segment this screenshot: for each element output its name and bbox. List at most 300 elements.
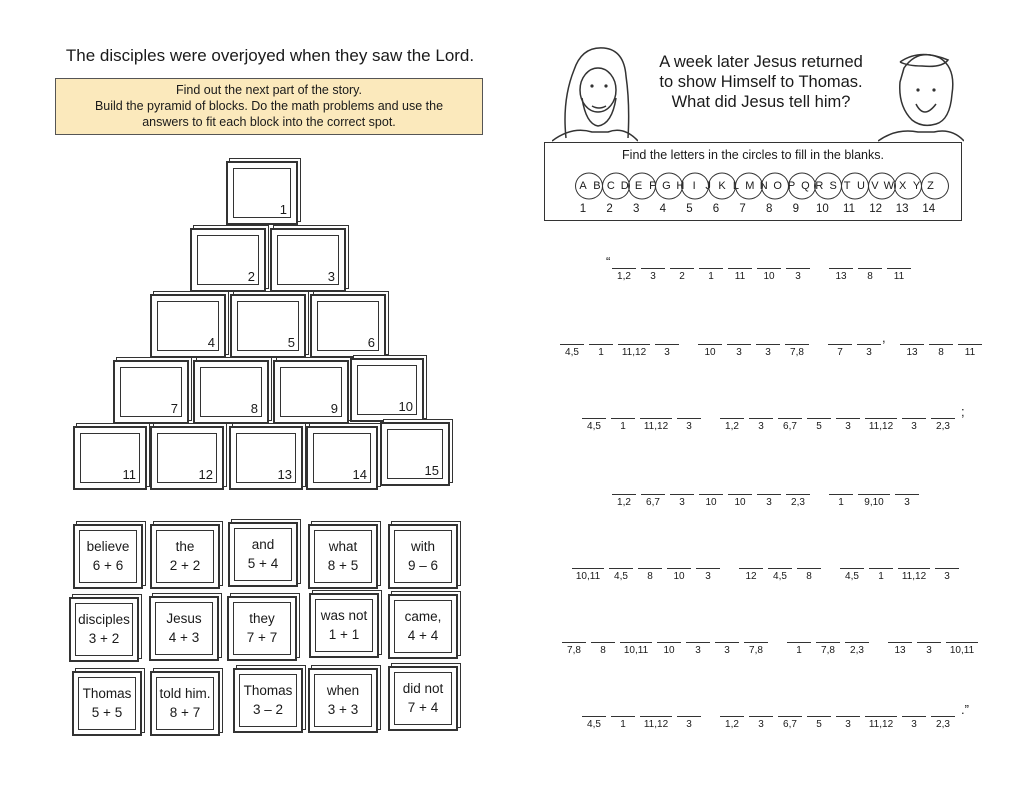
- word-block[interactable]: [150, 671, 220, 736]
- letter-blank[interactable]: [612, 488, 636, 512]
- letter-blank[interactable]: [620, 636, 652, 660]
- blank-line: [917, 642, 941, 643]
- letter-blank[interactable]: [670, 488, 694, 512]
- blank-line: [778, 418, 802, 419]
- letter-blank[interactable]: [785, 338, 809, 362]
- block-problem: 8 + 5: [327, 558, 359, 573]
- block-word: told him.: [159, 686, 211, 701]
- word-block[interactable]: [72, 671, 142, 736]
- letter-blank[interactable]: [829, 488, 853, 512]
- pyramid-block[interactable]: [230, 294, 306, 358]
- comma-mark: ,: [882, 330, 886, 345]
- letter-blank[interactable]: [797, 562, 821, 586]
- blank-code: 10: [734, 497, 746, 508]
- decoder-circle: [868, 173, 896, 200]
- decoder-letter: K: [718, 180, 726, 192]
- blank-code: 6,7: [646, 497, 660, 508]
- blank-line: [888, 642, 912, 643]
- word-block[interactable]: [308, 524, 378, 589]
- block-problem: 3 + 3: [327, 702, 359, 717]
- letter-blank[interactable]: [696, 562, 720, 586]
- letter-blank[interactable]: [582, 710, 606, 734]
- blank-code: 1,2: [725, 719, 739, 730]
- decoder-letter: U: [857, 180, 865, 192]
- decoder-number: 10: [815, 203, 829, 215]
- blank-code: 10,11: [949, 645, 975, 656]
- instructions-line-2: Build the pyramid of blocks. Do the math problems and use the: [94, 99, 444, 113]
- decoder-letter: J: [705, 180, 711, 192]
- letter-blank[interactable]: [699, 488, 723, 512]
- blank-line: [620, 642, 652, 643]
- block-word: when: [326, 683, 360, 698]
- blank-line: [958, 344, 982, 345]
- decoder-letter: W: [883, 180, 894, 192]
- decoder-letter: H: [676, 180, 685, 192]
- blank-code: 2: [679, 271, 685, 282]
- blank-line: [638, 568, 662, 569]
- pyramid-block[interactable]: [150, 426, 224, 490]
- letter-blank[interactable]: [744, 636, 768, 660]
- block-problem: 8 + 7: [169, 705, 201, 720]
- letter-blank[interactable]: [641, 488, 665, 512]
- letter-blank[interactable]: [749, 710, 773, 734]
- blank-code: 3: [926, 645, 932, 656]
- blank-line: [699, 268, 723, 269]
- letter-blank[interactable]: [715, 636, 739, 660]
- blank-line: [609, 568, 633, 569]
- blank-code: 10,11: [575, 571, 601, 582]
- blank-code: 10: [663, 645, 675, 656]
- blank-line: [858, 494, 890, 495]
- letter-blank[interactable]: [728, 488, 752, 512]
- trailing-punctuation: .”: [961, 702, 969, 717]
- letter-blank[interactable]: [677, 412, 701, 436]
- letter-blank[interactable]: [929, 338, 953, 362]
- blank-code: 3: [911, 719, 917, 730]
- block-number: 4: [207, 335, 215, 350]
- blank-line: [865, 418, 897, 419]
- block-problem: 1 + 1: [328, 627, 360, 642]
- letter-blank[interactable]: [829, 262, 853, 286]
- letter-blank[interactable]: [836, 710, 860, 734]
- letter-blank[interactable]: [727, 338, 751, 362]
- blank-code: 2,3: [791, 497, 805, 508]
- block-problem: 3 – 2: [252, 702, 284, 717]
- blank-line: [728, 268, 752, 269]
- letter-blank[interactable]: [728, 262, 752, 286]
- letter-blank[interactable]: [828, 338, 852, 362]
- letter-blank[interactable]: [958, 338, 982, 362]
- blank-line: [560, 344, 584, 345]
- word-block[interactable]: [308, 668, 378, 733]
- blank-code: 3: [686, 421, 692, 432]
- word-block[interactable]: [388, 524, 458, 589]
- letter-blank[interactable]: [887, 262, 911, 286]
- letter-blank[interactable]: [778, 412, 802, 436]
- blank-code: 11,12: [643, 719, 669, 730]
- blank-code: 3: [758, 719, 764, 730]
- blank-line: [768, 568, 792, 569]
- block-word: came,: [404, 609, 442, 624]
- blank-line: [582, 716, 606, 717]
- blank-line: [902, 418, 926, 419]
- letter-blank[interactable]: [865, 710, 897, 734]
- decoder-number: 2: [606, 203, 613, 215]
- blank-line: [670, 494, 694, 495]
- letter-blank[interactable]: [589, 338, 613, 362]
- letter-blank[interactable]: [618, 338, 650, 362]
- letter-blank[interactable]: [686, 636, 710, 660]
- instructions-line-3: answers to fit each block into the correct spot.: [142, 115, 396, 129]
- letter-blank[interactable]: [768, 562, 792, 586]
- letter-blank[interactable]: [917, 636, 941, 660]
- blank-code: 3: [679, 497, 685, 508]
- decoder-letter: C: [606, 180, 615, 192]
- letter-blank[interactable]: [612, 262, 636, 286]
- blank-line: [828, 344, 852, 345]
- decoder-letter: Q: [801, 180, 810, 192]
- blank-code: 7,8: [790, 347, 804, 358]
- letter-blank[interactable]: [641, 262, 665, 286]
- blank-line: [829, 494, 853, 495]
- blank-line: [572, 568, 604, 569]
- blank-line: [935, 568, 959, 569]
- letter-blank[interactable]: [611, 412, 635, 436]
- blank-code: 3: [845, 421, 851, 432]
- blank-code: 7,8: [749, 645, 763, 656]
- blank-line: [640, 418, 672, 419]
- pyramid-block[interactable]: [350, 358, 424, 422]
- letter-blank[interactable]: [900, 338, 924, 362]
- letter-blank[interactable]: [816, 636, 840, 660]
- decoder-letter: D: [620, 180, 629, 192]
- blank-code: 6,7: [783, 421, 797, 432]
- letter-blank[interactable]: [902, 710, 926, 734]
- letter-blank[interactable]: [807, 710, 831, 734]
- letter-blank[interactable]: [609, 562, 633, 586]
- blank-code: 1,2: [617, 271, 631, 282]
- blank-line: [929, 344, 953, 345]
- decoder-circle: [732, 173, 763, 200]
- blank-code: 11,12: [643, 421, 669, 432]
- decoder-letter: Y: [912, 180, 921, 192]
- decoder-circle: [655, 173, 683, 200]
- blank-line: [611, 716, 635, 717]
- decoder-circle: [602, 173, 630, 200]
- blank-code: 1: [620, 719, 626, 730]
- pyramid-block[interactable]: [226, 161, 298, 225]
- blank-line: [698, 344, 722, 345]
- decoder-circle: [681, 173, 709, 200]
- blank-code: 3: [736, 347, 742, 358]
- block-number: 13: [277, 467, 292, 482]
- letter-blank[interactable]: [677, 710, 701, 734]
- decoder-number: 6: [712, 203, 720, 215]
- instructions-box: [55, 78, 483, 135]
- letter-blank[interactable]: [931, 412, 955, 436]
- letter-blank[interactable]: [757, 262, 781, 286]
- blank-code: 10: [763, 271, 775, 282]
- decoder-letter: E: [634, 180, 643, 192]
- letter-blank[interactable]: [836, 412, 860, 436]
- decoder-number: 1: [579, 203, 587, 215]
- blank-code: 6,7: [783, 719, 797, 730]
- blank-code: 8: [647, 571, 653, 582]
- letter-blank[interactable]: [786, 262, 810, 286]
- decoder-letter: F: [649, 180, 656, 192]
- block-word: and: [251, 537, 275, 552]
- blank-code: 2,3: [936, 719, 950, 730]
- decoder-number: 13: [895, 203, 909, 215]
- block-problem: 7 + 4: [407, 700, 439, 715]
- blank-line: [720, 418, 744, 419]
- blank-line: [898, 568, 930, 569]
- pyramid-block[interactable]: [190, 228, 266, 292]
- instructions-line-1: Find out the next part of the story.: [176, 83, 362, 97]
- blank-code: 3: [758, 421, 764, 432]
- blank-code: 3: [911, 421, 917, 432]
- letter-blank[interactable]: [757, 488, 781, 512]
- blank-line: [816, 642, 840, 643]
- block-word: with: [410, 539, 435, 554]
- blank-code: 11: [893, 271, 905, 282]
- letter-blank[interactable]: [898, 562, 930, 586]
- pyramid-block[interactable]: [270, 228, 346, 292]
- letter-blank[interactable]: [902, 412, 926, 436]
- block-word: Thomas: [243, 683, 293, 698]
- blank-code: 11,12: [868, 719, 894, 730]
- decoder-number: 7: [739, 203, 746, 215]
- letter-blank[interactable]: [560, 338, 584, 362]
- blank-line: [887, 268, 911, 269]
- letter-blank[interactable]: [582, 412, 606, 436]
- pyramid-block[interactable]: [306, 426, 378, 490]
- blank-line: [836, 716, 860, 717]
- pyramid-block[interactable]: [310, 294, 386, 358]
- letter-blank[interactable]: [720, 412, 744, 436]
- blank-code: 10,11: [623, 645, 649, 656]
- letter-blank[interactable]: [670, 262, 694, 286]
- word-block[interactable]: [233, 668, 303, 733]
- blank-code: 2,3: [936, 421, 950, 432]
- word-block[interactable]: [227, 596, 297, 661]
- letter-blank[interactable]: [657, 636, 681, 660]
- block-number: 2: [247, 269, 255, 284]
- decoder-letter: S: [829, 180, 837, 192]
- blank-code: 3: [866, 347, 872, 358]
- letter-blank[interactable]: [591, 636, 615, 660]
- blank-line: [727, 344, 751, 345]
- letter-blank[interactable]: [640, 710, 672, 734]
- block-problem: 7 + 7: [246, 630, 278, 645]
- blank-code: 7,8: [821, 645, 835, 656]
- blank-line: [829, 268, 853, 269]
- letter-blank[interactable]: [786, 488, 810, 512]
- decoder-circle: [921, 173, 949, 200]
- blank-code: 4,5: [773, 571, 787, 582]
- blank-line: [739, 568, 763, 569]
- decoder-letter: O: [773, 180, 782, 192]
- word-block[interactable]: [228, 522, 298, 587]
- letter-blank[interactable]: [787, 636, 811, 660]
- blank-code: 3: [944, 571, 950, 582]
- blank-code: 3: [695, 645, 701, 656]
- word-block[interactable]: [149, 596, 219, 661]
- word-block[interactable]: [388, 594, 458, 659]
- letter-blank[interactable]: [865, 412, 897, 436]
- blank-line: [728, 494, 752, 495]
- pyramid-block[interactable]: [73, 426, 147, 490]
- decoder-number: 3: [632, 203, 640, 215]
- pyramid-block[interactable]: [380, 422, 450, 486]
- decoder-circle: [628, 173, 656, 200]
- pyramid-block[interactable]: [229, 426, 303, 490]
- blank-line: [657, 642, 681, 643]
- decoder-number: 14: [922, 203, 936, 215]
- blank-code: 11: [964, 347, 976, 358]
- letter-blank[interactable]: [562, 636, 586, 660]
- blank-code: 1: [708, 271, 714, 282]
- pyramid-block[interactable]: [273, 360, 349, 424]
- decoder-letter: A: [579, 180, 587, 192]
- block-number: 11: [122, 467, 136, 482]
- blank-line: [900, 344, 924, 345]
- block-word: believe: [86, 539, 130, 554]
- blank-line: [562, 642, 586, 643]
- decoder-letter: N: [759, 180, 768, 192]
- blank-line: [641, 268, 665, 269]
- blank-code: 4,5: [587, 719, 601, 730]
- thomas-illustration: [878, 42, 964, 142]
- blank-code: 3: [705, 571, 711, 582]
- blank-code: 10: [673, 571, 685, 582]
- word-block[interactable]: [73, 524, 143, 589]
- letter-blank[interactable]: [699, 262, 723, 286]
- letter-blank[interactable]: [858, 488, 890, 512]
- letter-blank[interactable]: [888, 636, 912, 660]
- pyramid-block[interactable]: [113, 360, 189, 424]
- letter-blank[interactable]: [611, 710, 635, 734]
- blank-line: [778, 716, 802, 717]
- blank-code: 4,5: [614, 571, 628, 582]
- pyramid-block[interactable]: [193, 360, 269, 424]
- block-problem: 6 + 6: [92, 558, 124, 573]
- letter-blank[interactable]: [638, 562, 662, 586]
- blank-code: 3: [664, 347, 670, 358]
- block-word: Jesus: [166, 611, 202, 626]
- blank-code: 8: [600, 645, 606, 656]
- word-block[interactable]: [309, 593, 379, 658]
- letter-blank[interactable]: [739, 562, 763, 586]
- block-word: was not: [320, 608, 368, 623]
- blank-line: [744, 642, 768, 643]
- blank-code: 3: [765, 347, 771, 358]
- decoder-number: 9: [792, 203, 799, 215]
- blank-line: [591, 642, 615, 643]
- letter-blank[interactable]: [931, 710, 955, 734]
- letter-blank[interactable]: [749, 412, 773, 436]
- decoder-letter: M: [745, 180, 755, 192]
- block-word: did not: [402, 681, 444, 696]
- blank-code: 11: [734, 271, 746, 282]
- blank-line: [946, 642, 978, 643]
- blank-line: [807, 716, 831, 717]
- letter-blank[interactable]: [640, 412, 672, 436]
- blank-line: [749, 716, 773, 717]
- blank-line: [670, 268, 694, 269]
- decoder-number: 11: [843, 203, 855, 215]
- blank-line: [931, 716, 955, 717]
- letter-blank[interactable]: [869, 562, 893, 586]
- blank-line: [756, 344, 780, 345]
- blank-line: [797, 568, 821, 569]
- letter-blank[interactable]: [572, 562, 604, 586]
- blank-line: [786, 268, 810, 269]
- letter-blank[interactable]: [857, 338, 881, 362]
- letter-blank[interactable]: [845, 636, 869, 660]
- blank-line: [589, 344, 613, 345]
- block-number: 3: [327, 269, 335, 284]
- blank-line: [865, 716, 897, 717]
- letter-blank[interactable]: [667, 562, 691, 586]
- blank-code: 1: [620, 421, 626, 432]
- blank-code: 3: [766, 497, 772, 508]
- letter-blank[interactable]: [698, 338, 722, 362]
- pyramid-block[interactable]: [150, 294, 226, 358]
- letter-blank[interactable]: [720, 710, 744, 734]
- blank-line: [857, 344, 881, 345]
- blank-code: 3: [795, 271, 801, 282]
- letter-blank[interactable]: [840, 562, 864, 586]
- blank-code: 10: [704, 347, 716, 358]
- blank-line: [618, 344, 650, 345]
- blank-line: [640, 716, 672, 717]
- blank-code: 5: [816, 719, 822, 730]
- letter-blank[interactable]: [807, 412, 831, 436]
- letter-blank[interactable]: [858, 262, 882, 286]
- block-number: 9: [330, 401, 338, 416]
- letter-blank[interactable]: [655, 338, 679, 362]
- letter-blank[interactable]: [756, 338, 780, 362]
- block-number: 1: [279, 202, 287, 217]
- blank-code: 13: [906, 347, 918, 358]
- letter-blank[interactable]: [778, 710, 802, 734]
- right-title-line-1: A week later Jesus returned: [659, 53, 863, 71]
- block-number: 15: [424, 463, 439, 478]
- block-number: 12: [198, 467, 213, 482]
- word-block[interactable]: [150, 524, 220, 589]
- blank-line: [655, 344, 679, 345]
- letter-blank[interactable]: [895, 488, 919, 512]
- blank-code: 4,5: [587, 421, 601, 432]
- block-word: the: [175, 539, 195, 554]
- decoder-number: 5: [686, 203, 693, 215]
- block-problem: 2 + 2: [169, 558, 201, 573]
- blank-line: [699, 494, 723, 495]
- word-block[interactable]: [388, 666, 458, 731]
- trailing-punctuation: ;: [961, 404, 965, 419]
- word-block[interactable]: [69, 597, 139, 662]
- blank-code: 4,5: [565, 347, 579, 358]
- blank-code: 1,2: [617, 497, 631, 508]
- blank-line: [641, 494, 665, 495]
- letter-blank[interactable]: [935, 562, 959, 586]
- letter-blank[interactable]: [946, 636, 978, 660]
- right-title-line-3: What did Jesus tell him?: [671, 93, 851, 111]
- blank-line: [807, 418, 831, 419]
- blank-code: 10: [705, 497, 717, 508]
- decoder-letter: L: [732, 180, 739, 192]
